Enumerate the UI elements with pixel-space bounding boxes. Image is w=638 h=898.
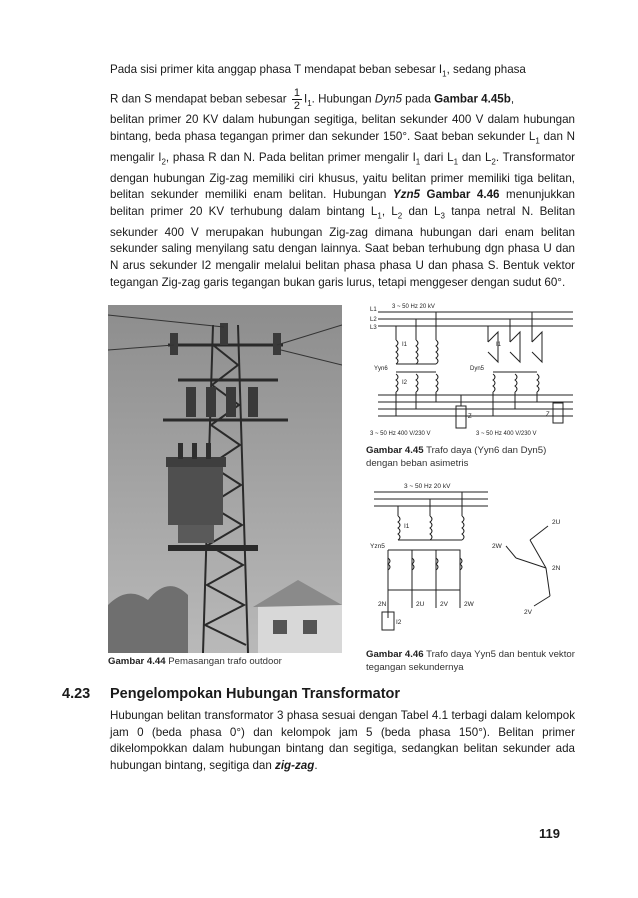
label-z-left: Z bbox=[468, 414, 472, 420]
term-2v: 2V bbox=[440, 601, 448, 608]
label-i1-left: I1 bbox=[402, 342, 408, 348]
label-dyn5: Dyn5 bbox=[470, 366, 485, 372]
label-yzn5: Yzn5 bbox=[370, 543, 385, 550]
term-2w: 2W bbox=[464, 601, 474, 608]
fraction-one-half: $\frac{1}{2}$ bbox=[293, 86, 300, 112]
label-z-right: Z bbox=[546, 412, 550, 418]
caption-fig-4-44: Gambar 4.44 Pemasangan trafo outdoor bbox=[108, 656, 282, 667]
term-2u: 2U bbox=[416, 601, 425, 608]
diagram445-bottom-right: 3 ~ 50 Hz 400 V/230 V bbox=[476, 431, 537, 437]
diagram446-top-label: 3 ~ 50 Hz 20 kV bbox=[404, 483, 451, 490]
term-2n: 2N bbox=[378, 601, 387, 608]
diagram445-bottom-left: 3 ~ 50 Hz 400 V/230 V bbox=[370, 431, 431, 437]
label-i2-left: I2 bbox=[402, 380, 408, 386]
outdoor-transformer-photo bbox=[108, 305, 342, 653]
paragraph-line-1: Pada sisi primer kita anggap phasa T mendapat beban sebesar $I_1$, sedang phasa bbox=[110, 63, 526, 79]
section-title: Pengelompokan Hubungan Transformator bbox=[110, 686, 401, 702]
diagram-yyn6-dyn5 bbox=[368, 300, 580, 442]
intro-paragraph bbox=[110, 62, 575, 291]
page-number: 119 bbox=[539, 826, 560, 841]
section-number: 4.23 bbox=[62, 686, 91, 702]
diagram445-top-label: 3 ~ 50 Hz 20 kV bbox=[392, 304, 435, 310]
label-i2: I2 bbox=[396, 619, 402, 626]
transformer-pole-illustration bbox=[108, 305, 342, 653]
label-l2: L2 bbox=[370, 317, 377, 323]
vector-2u: 2U bbox=[552, 519, 561, 526]
label-i1: I1 bbox=[404, 523, 410, 530]
vector-2v: 2V bbox=[524, 609, 532, 616]
paragraph-line-2: R dan S mendapat beban sebesar $\frac{1}{2}$ $I_1$. Hubungan Dyn5 pada Gambar 4.45b, bbox=[110, 86, 515, 112]
label-l1: L1 bbox=[370, 307, 377, 313]
diagram-yzn5 bbox=[368, 478, 580, 638]
label-i1-right: I1 bbox=[496, 342, 502, 348]
label-l3: L3 bbox=[370, 325, 377, 331]
section-body: Hubungan belitan transformator 3 phasa sesuai dengan Tabel 4.1 terbagi dalam kelompok jam 0 (beda phasa 0°) dan kelompok jam 5 (beda phasa 150°). Belitan primer dikelompokkan dalam hubungan bintang dan segitiga, sedangkan belitan sekunder ada hubungan bintang, segitiga dan zig-zag. bbox=[110, 709, 575, 772]
paragraph-body: belitan primer 20 KV dalam hubungan segitiga, belitan sekunder 400 V dalam hubungan bintang, beda phasa tegangan primer dan sekunder 150°. Saat beban sekunder $L_1$ dan N mengalir $I_2$, phasa R dan N. Pada belitan primer mengalir $I_1$ dari $L_1$ dan $L_2$. Transformator dengan hubungan Zig-zag memiliki ciri khusus, yaitu belitan primer memiliki tiga belitan, belitan sekunder memiliki enam belitan. Hubungan Yzn5 Gambar 4.46 menunjukkan belitan primer 20 KV terhubung dalam bintang $L_1$, $L_2$ dan $L_3$ tanpa netral N. Belitan sekunder 400 V merupakan hubungan Zig-zag dimana hubungan dari enam belitan sekunder saling menyilang satu dengan lainnya. Saat beban terhubung dgn phasa U dan N arus sekunder I2 mengalir melalui belitan phasa phasa U dan phasa S. Bentuk vektor tegangan Zig-zag garis tegangan bukan garis lurus, tetapi menggeser dengan sudut 60°. bbox=[110, 113, 576, 289]
vector-2n: 2N bbox=[552, 565, 561, 572]
label-yyn6: Yyn6 bbox=[374, 366, 388, 372]
vector-2w: 2W bbox=[492, 543, 502, 550]
caption-fig-4-45: Gambar 4.45 Trafo daya (Yyn6 dan Dyn5) dengan beban asimetris bbox=[366, 445, 547, 469]
caption-fig-4-46: Gambar 4.46 Trafo daya Yyn5 dan bentuk vektor tegangan sekundernya bbox=[366, 649, 575, 673]
